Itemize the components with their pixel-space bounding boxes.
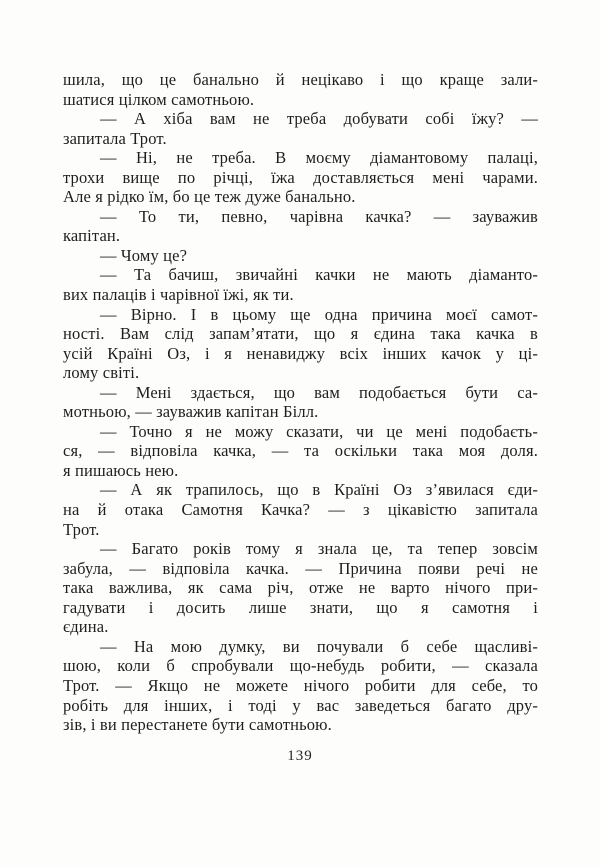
- text-line: — А хіба вам не треба добувати собі їжу? —: [100, 109, 538, 129]
- text-line: на й отака Самотня Качка? — з цікавістю запитала: [63, 500, 538, 520]
- text-line: — Вірно. І в цьому ще одна причина моєї самот-: [100, 304, 538, 324]
- text-line: — Та бачиш, звичайні качки не мають діаманто-: [100, 265, 538, 285]
- text-line: — Точно я не можу сказати, чи це мені подобаєть-: [100, 421, 538, 441]
- text-line: — А як трапилось, що в Країні Оз з’явилася єди-: [100, 480, 538, 500]
- text-line: зів, і ви перестанете бути самотньою.: [63, 715, 332, 735]
- page-number: 139: [287, 748, 313, 764]
- text-line: усій Країні Оз, і я ненавиджу всіх інших качок у ці-: [63, 343, 538, 363]
- text-line: вих палаців і чарівної їжі, як ти.: [63, 285, 294, 305]
- text-line: забула, — відповіла качка. — Причина появи речі не: [63, 558, 538, 578]
- text-line: лому світі.: [63, 363, 140, 383]
- text-line: — Багато років тому я знала це, та тепер зовсім: [100, 539, 538, 559]
- text-line: така важлива, як сама річ, отже не варто нічого при-: [63, 578, 538, 598]
- text-line: — На мою думку, ви почували б себе щасливі-: [100, 636, 538, 656]
- text-line: — Чому це?: [100, 245, 188, 265]
- text-line: Але я рідко їм, бо це теж дуже банально.: [63, 187, 356, 207]
- text-line: Трот.: [63, 519, 100, 539]
- page-text: [63, 70, 538, 735]
- text-line: Трот. — Якщо не можете нічого робити для себе, то: [63, 675, 538, 695]
- text-line: — Ні, не треба. В моєму діамантовому палаці,: [100, 148, 538, 168]
- text-line: — Мені здається, що вам подобається бути са-: [100, 382, 538, 402]
- text-line: я пишаюсь нею.: [63, 460, 179, 480]
- text-line: робіть для інших, і тоді у вас заведеться багато дру-: [63, 695, 538, 715]
- text-line: трохи вище по річці, їжа доставляється мені чарами.: [63, 167, 538, 187]
- text-line: ся, — відповіла качка, — та оскільки така моя доля.: [63, 441, 538, 461]
- text-line: шою, коли б спробували що-небудь робити, — сказала: [63, 656, 538, 676]
- text-line: мотньою, — зауважив капітан Білл.: [63, 402, 319, 422]
- text-line: — То ти, певно, чарівна качка? — зауважив: [100, 206, 538, 226]
- text-line: шила, що це банально й нецікаво і що краще зали-: [63, 70, 538, 89]
- text-line: гадувати і досить лише знати, що я самотня і: [63, 597, 538, 617]
- text-line: капітан.: [63, 226, 121, 246]
- text-line: ності. Вам слід запам’ятати, що я єдина така качка в: [63, 324, 538, 344]
- text-line: запитала Трот.: [63, 128, 167, 148]
- text-line: єдина.: [63, 617, 109, 637]
- text-line: шатися цілком самотньою.: [63, 89, 255, 109]
